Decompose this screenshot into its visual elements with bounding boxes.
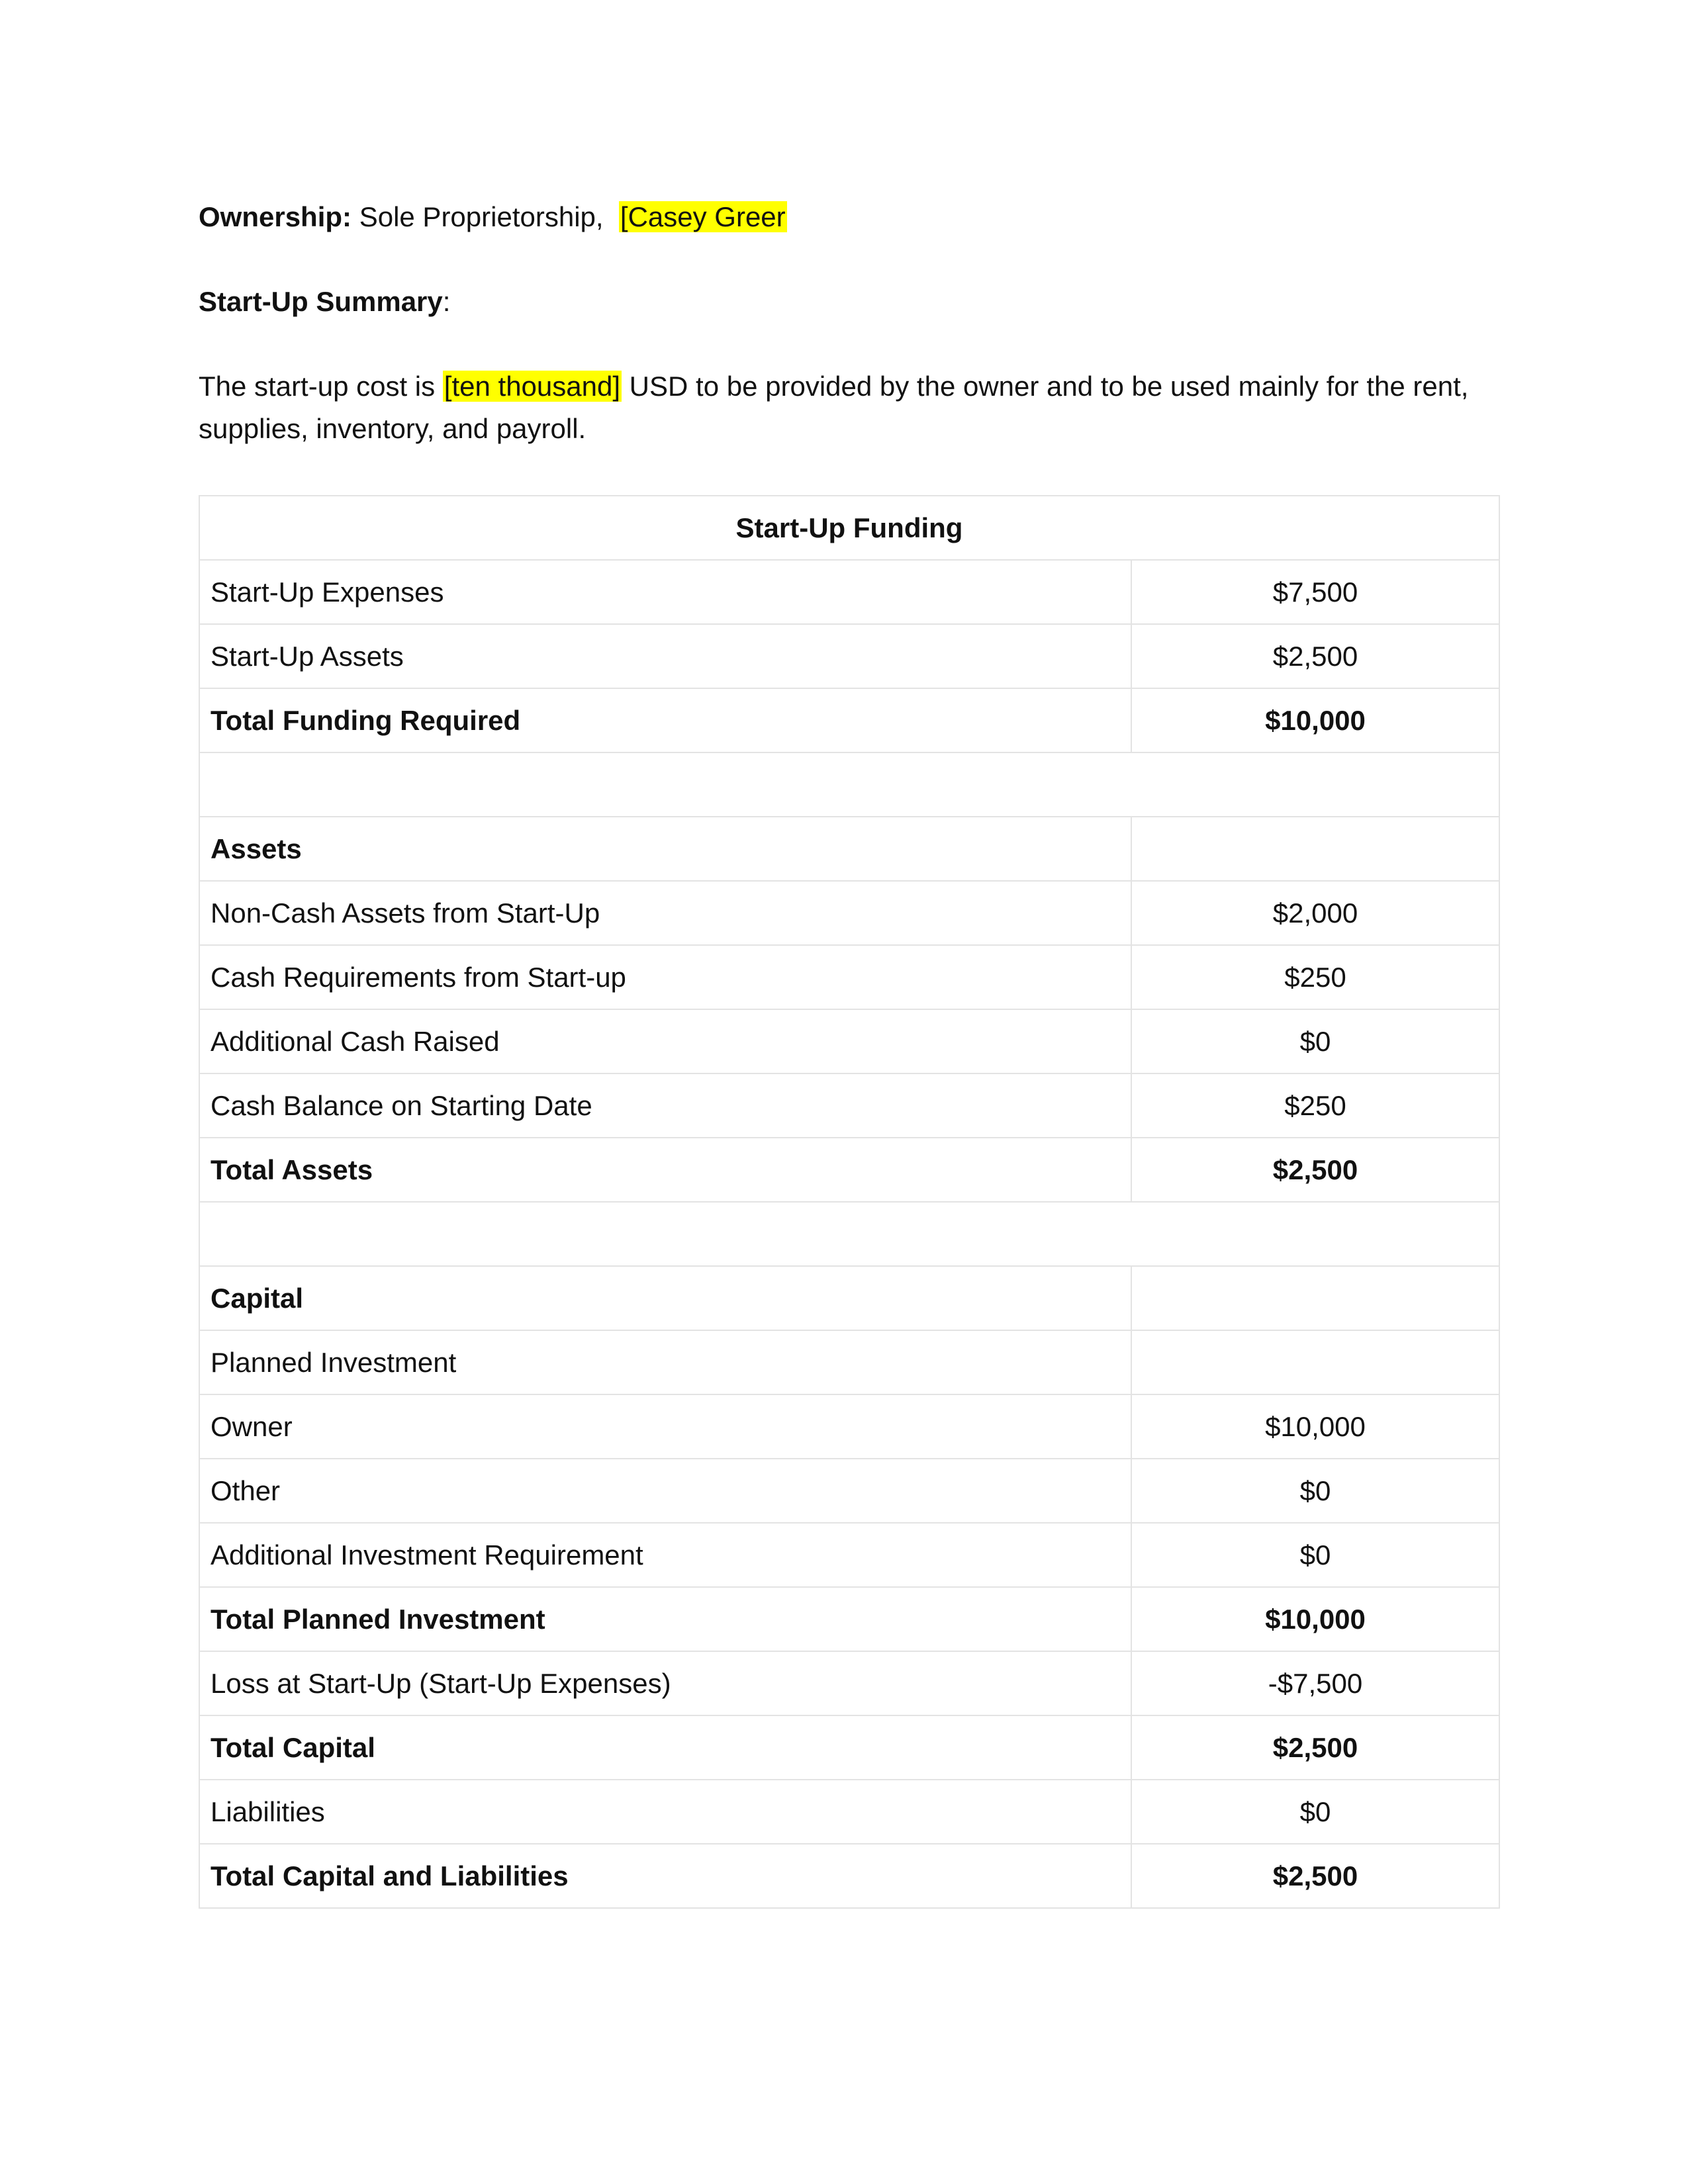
table-spacer-row <box>199 1202 1499 1266</box>
ownership-line <box>199 196 1496 238</box>
table-section-header <box>199 1266 1499 1330</box>
row-value: $7,500 <box>1131 560 1499 624</box>
row-label: Capital <box>199 1266 1131 1330</box>
table-row-total <box>199 1587 1499 1651</box>
row-label: Start-Up Expenses <box>199 560 1131 624</box>
row-label: Cash Balance on Starting Date <box>199 1073 1131 1138</box>
row-value: $0 <box>1131 1780 1499 1844</box>
table-row <box>199 1459 1499 1523</box>
table-row <box>199 1780 1499 1844</box>
summary-heading-text: Start-Up Summary <box>199 286 443 317</box>
startup-funding-table <box>199 495 1500 1909</box>
table-row <box>199 560 1499 624</box>
table-section-header <box>199 817 1499 881</box>
row-label: Start-Up Assets <box>199 624 1131 688</box>
row-label: Total Capital <box>199 1715 1131 1780</box>
row-value <box>1131 817 1499 881</box>
summary-text-after: USD to be provided by the owner and to be used mainly for the rent, supplies, inventory, and payroll. <box>199 371 1469 444</box>
table-row-total <box>199 1138 1499 1202</box>
spacer-cell <box>199 752 1499 817</box>
row-value: $10,000 <box>1131 1394 1499 1459</box>
row-value: $250 <box>1131 1073 1499 1138</box>
table-row-total <box>199 1715 1499 1780</box>
table-row <box>199 881 1499 945</box>
row-label: Assets <box>199 817 1131 881</box>
row-value: $0 <box>1131 1009 1499 1073</box>
row-label: Planned Investment <box>199 1330 1131 1394</box>
row-value: $250 <box>1131 945 1499 1009</box>
row-value: $2,500 <box>1131 624 1499 688</box>
row-label: Total Funding Required <box>199 688 1131 752</box>
row-value: $10,000 <box>1131 688 1499 752</box>
table-title: Start-Up Funding <box>199 496 1499 560</box>
row-value <box>1131 1330 1499 1394</box>
owner-name-highlight: [Casey Greer <box>620 201 786 232</box>
table-row <box>199 1651 1499 1715</box>
ownership-type: Sole Proprietorship, <box>359 201 604 232</box>
row-label: Owner <box>199 1394 1131 1459</box>
startup-summary-paragraph <box>199 365 1496 450</box>
ownership-label: Ownership: <box>199 201 352 232</box>
table-row <box>199 1523 1499 1587</box>
table-row <box>199 1009 1499 1073</box>
row-label: Liabilities <box>199 1780 1131 1844</box>
row-label: Total Assets <box>199 1138 1131 1202</box>
spacer-cell <box>199 1202 1499 1266</box>
row-value: $2,500 <box>1131 1715 1499 1780</box>
row-value: -$7,500 <box>1131 1651 1499 1715</box>
row-value: $2,000 <box>1131 881 1499 945</box>
table-row-total <box>199 688 1499 752</box>
row-label: Additional Investment Requirement <box>199 1523 1131 1587</box>
row-label: Loss at Start-Up (Start-Up Expenses) <box>199 1651 1131 1715</box>
table-spacer-row <box>199 752 1499 817</box>
startup-summary-heading <box>199 281 1496 323</box>
table-row <box>199 1073 1499 1138</box>
row-label: Additional Cash Raised <box>199 1009 1131 1073</box>
table-row <box>199 624 1499 688</box>
row-label: Total Capital and Liabilities <box>199 1844 1131 1908</box>
table-row <box>199 1330 1499 1394</box>
table-title-row <box>199 496 1499 560</box>
table-row-total <box>199 1844 1499 1908</box>
row-value: $2,500 <box>1131 1138 1499 1202</box>
startup-cost-highlight: [ten thousand] <box>444 371 621 402</box>
row-value: $0 <box>1131 1459 1499 1523</box>
summary-text-before: The start-up cost is <box>199 371 443 402</box>
row-label: Other <box>199 1459 1131 1523</box>
row-value: $2,500 <box>1131 1844 1499 1908</box>
row-value: $0 <box>1131 1523 1499 1587</box>
summary-heading-colon: : <box>442 286 451 317</box>
row-label: Total Planned Investment <box>199 1587 1131 1651</box>
row-label: Non-Cash Assets from Start-Up <box>199 881 1131 945</box>
row-value <box>1131 1266 1499 1330</box>
row-value: $10,000 <box>1131 1587 1499 1651</box>
table-row <box>199 1394 1499 1459</box>
row-label: Cash Requirements from Start-up <box>199 945 1131 1009</box>
table-row <box>199 945 1499 1009</box>
